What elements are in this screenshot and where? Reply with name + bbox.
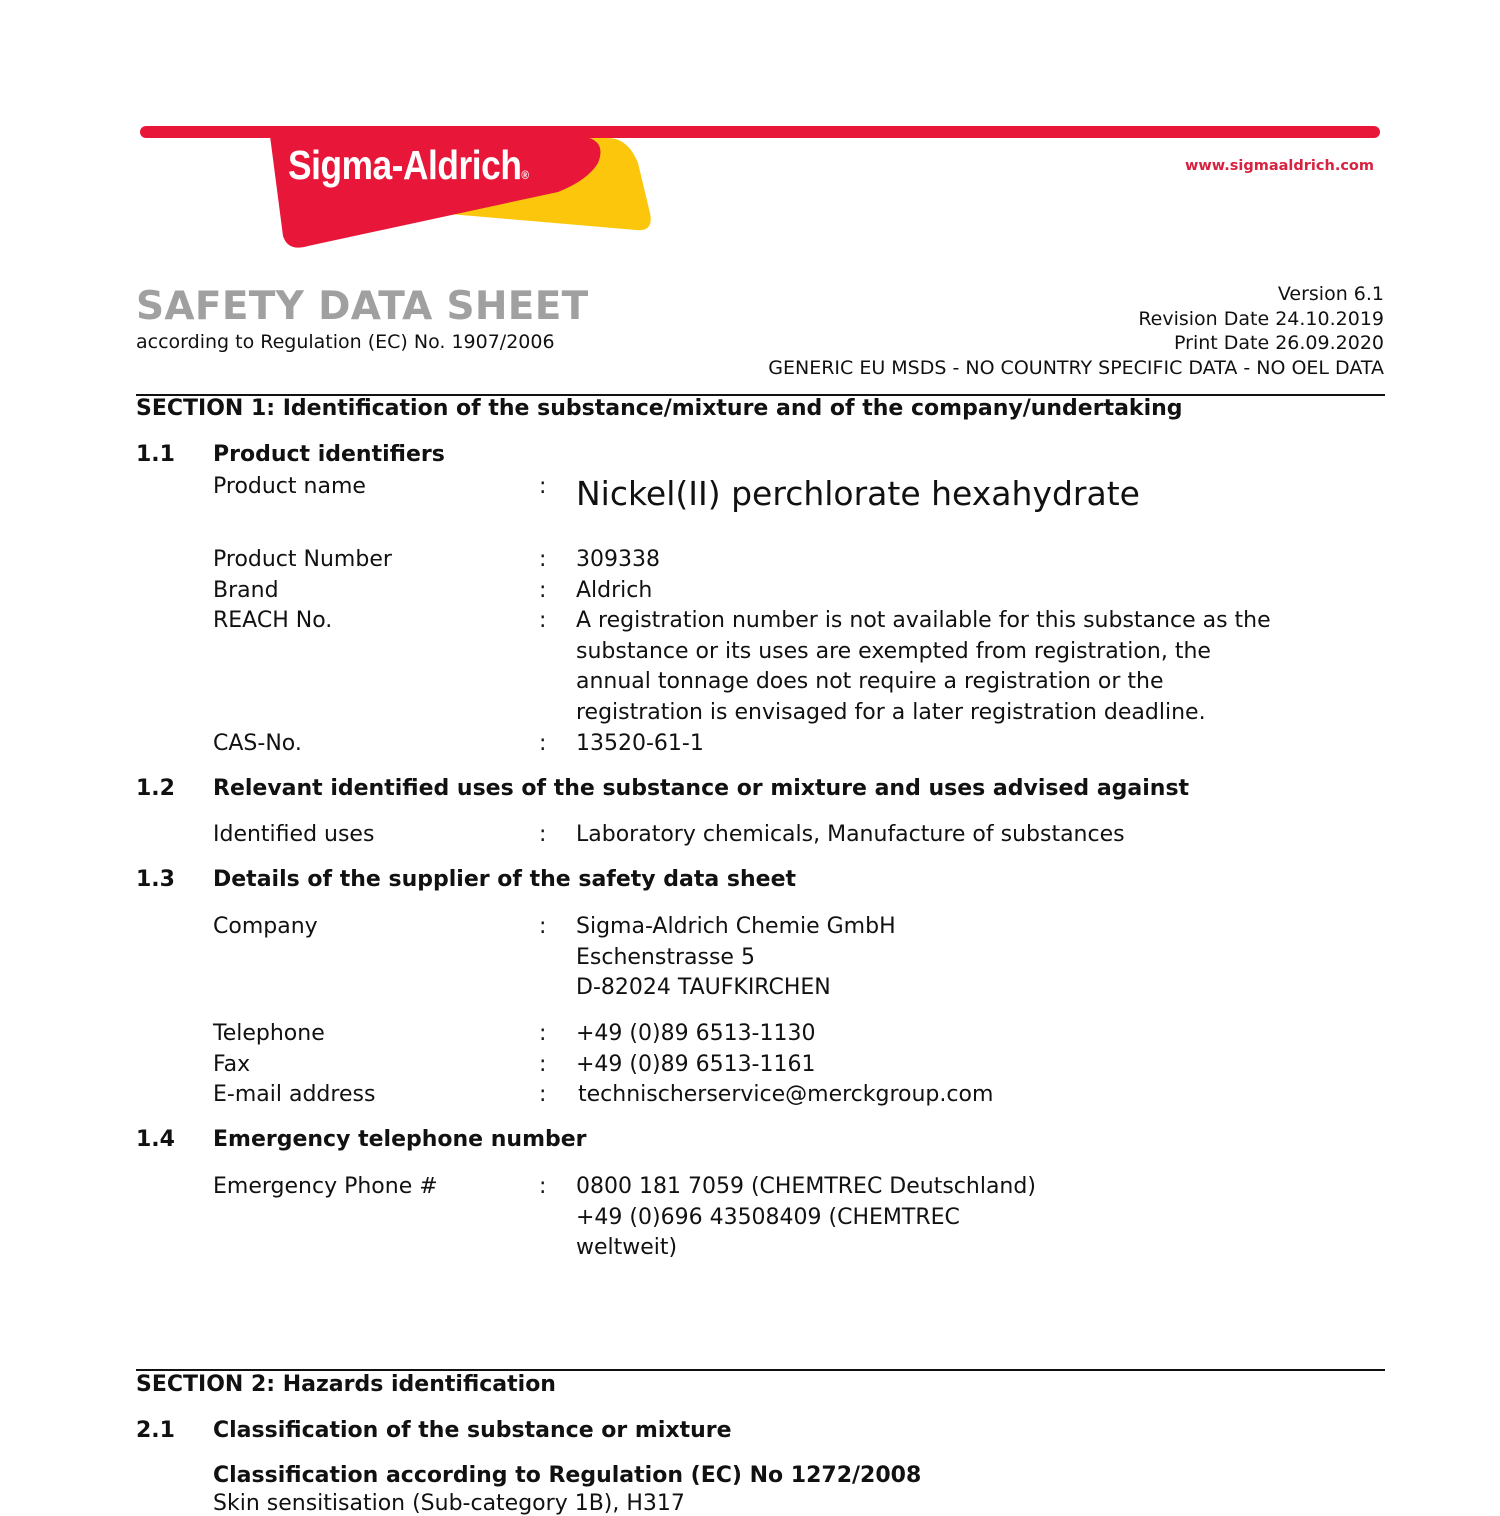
header-banner [138,118,1386,253]
subsection-1-4-heading: 1.4 Emergency telephone number [136,1127,587,1152]
document-meta [768,282,1384,380]
document-title: SAFETY DATA SHEET [136,284,589,329]
version: Version 6.1 [1277,283,1384,305]
website-link[interactable]: www.sigmaaldrich.com [1185,158,1374,174]
subsection-1-2-heading: 1.2 Relevant identified uses of the substance or mixture and uses advised against [136,776,1190,801]
header-red-bar [140,126,1380,138]
email-link[interactable]: technischerservice@merckgroup.com [578,1082,994,1107]
logo-text: Sigma-Aldrich® [288,142,529,188]
classification-regulation-heading: Classification according to Regulation (EC) No 1272/2008 [213,1463,922,1488]
subsection-2-1-heading: 2.1 Classification of the substance or mixture [136,1418,732,1443]
print-date: Print Date 26.09.2020 [1174,332,1384,355]
classification-partial-line: Skin sensitisation (Sub-category 1B), H317 [213,1491,685,1516]
section-divider [136,1369,1385,1371]
subsection-1-3-heading: 1.3 Details of the supplier of the safety data sheet [136,867,797,892]
generic-note: GENERIC EU MSDS - NO COUNTRY SPECIFIC DATA - NO OEL DATA [768,356,1384,379]
revision-date: Revision Date 24.10.2019 [1138,307,1384,330]
subsection-1-1-heading: 1.1 Product identifiers [136,442,445,467]
section-2-heading: SECTION 2: Hazards identification [136,1372,556,1397]
document-subtitle: according to Regulation (EC) No. 1907/2006 [136,331,555,353]
product-name-value: Nickel(II) perchlorate hexahydrate [576,474,1140,513]
section-1-heading: SECTION 1: Identification of the substance/mixture and of the company/undertaking [136,396,1183,421]
